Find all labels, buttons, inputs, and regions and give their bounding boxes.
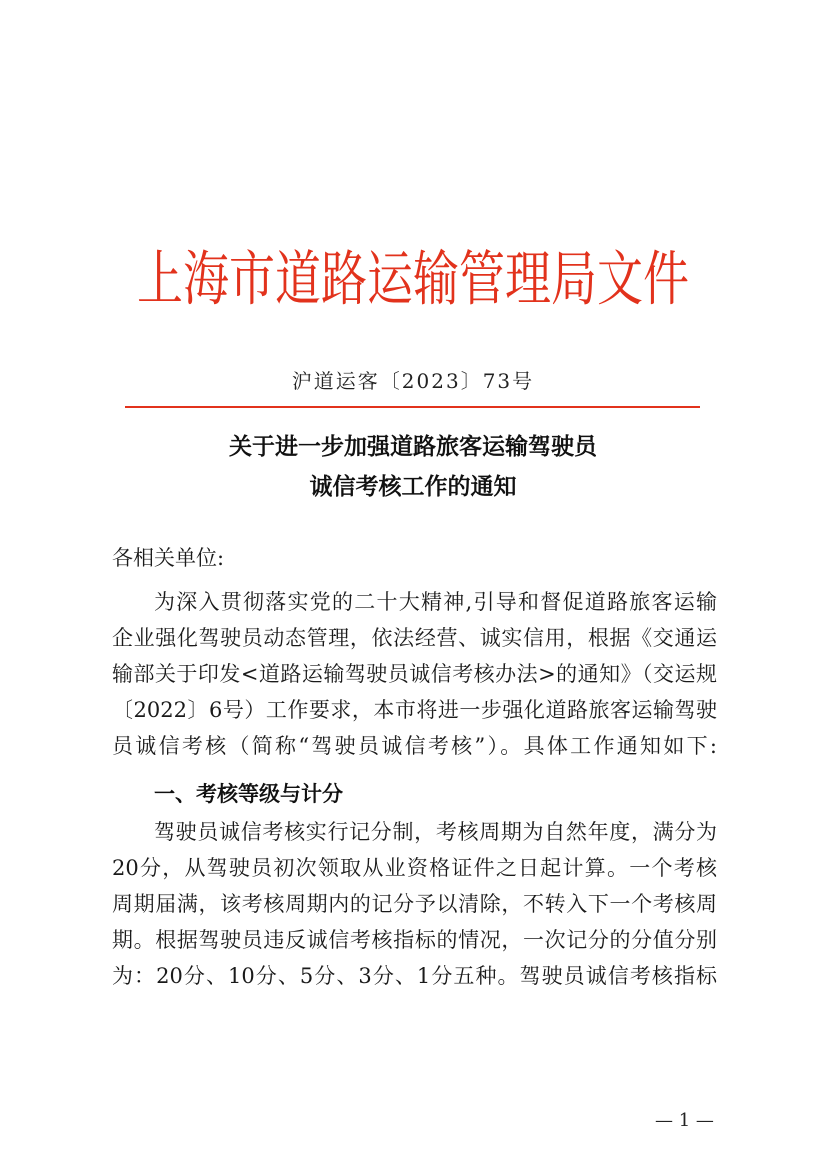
paragraph-line: 周期届满，该考核周期内的记分予以清除，不转入下一个考核周 [112,892,717,916]
paragraph-line: 期。根据驾驶员违反诚信考核指标的情况，一次记分的分值分别 [112,928,717,952]
section-heading: 一、考核等级与计分 [154,782,343,806]
paragraph-line: 企业强化驾驶员动态管理，依法经营、诚实信用，根据《交通运 [112,626,717,650]
subject-line-1: 关于进一步加强道路旅客运输驾驶员 [229,433,597,460]
paragraph-line: 为深入贯彻落实党的二十大精神,引导和督促道路旅客运输 [154,590,717,614]
paragraph-line: 驾驶员诚信考核实行记分制，考核周期为自然年度，满分为 [154,820,717,844]
salutation: 各相关单位: [112,546,225,570]
subject-line-2: 诚信考核工作的通知 [309,473,517,500]
paragraph-line: 20分，从驾驶员初次领取从业资格证件之日起计算。一个考核 [112,856,717,880]
page-number: — 1 — [655,1110,714,1131]
red-divider [125,406,700,408]
paragraph-line: 员诚信考核（简称“驾驶员诚信考核”）。具体工作通知如下: [112,734,717,758]
paragraph-line: 〔2022〕6号）工作要求，本市将进一步强化道路旅客运输驾驶 [112,698,717,722]
issuer-title: 上海市道路运输管理局文件 [137,243,689,314]
paragraph-line: 为：20分、10分、5分、3分、1分五种。驾驶员诚信考核指标 [112,964,717,988]
document-number: 沪道运客〔2023〕73号 [291,369,535,393]
paragraph-line: 输部关于印发<道路运输驾驶员诚信考核办法>的通知》（交运规 [112,662,717,686]
